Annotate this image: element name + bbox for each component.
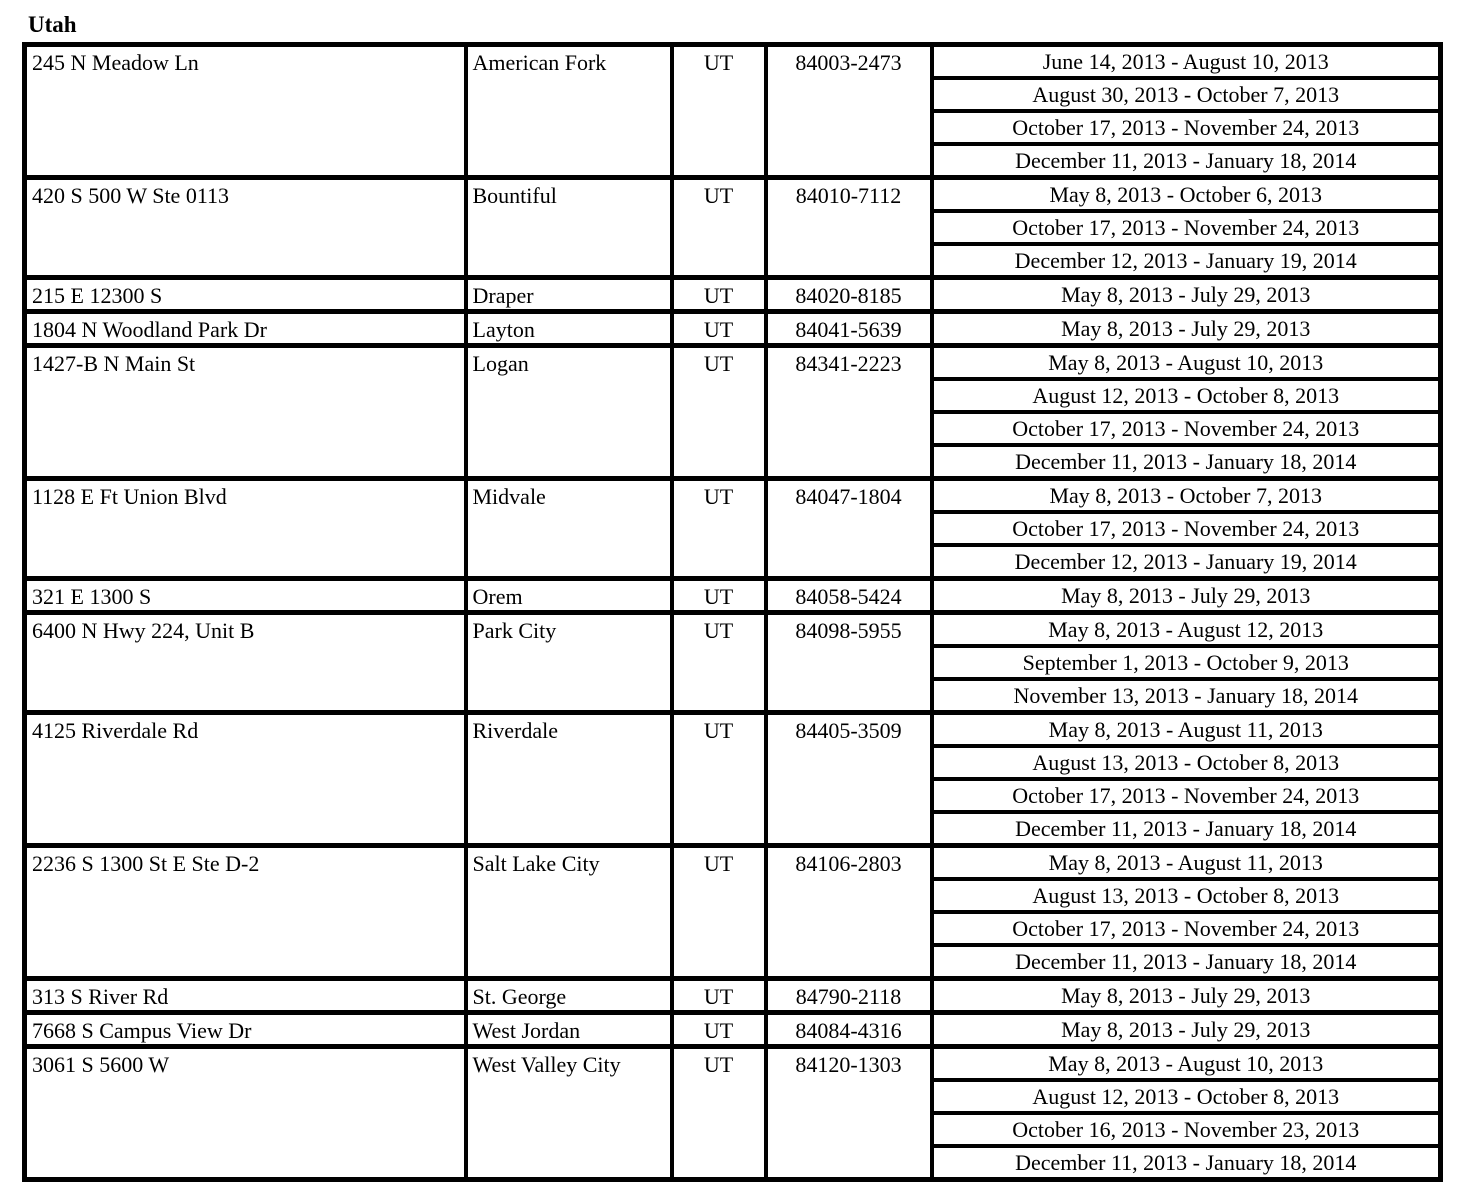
state-cell: UT [672,178,766,278]
address-cell: 2236 S 1300 St E Ste D-2 [25,846,466,979]
address-cell: 6400 N Hwy 224, Unit B [25,613,466,713]
address-cell: 1128 E Ft Union Blvd [25,479,466,579]
city-cell: Orem [466,579,672,613]
table-row [25,346,1441,380]
date-range-cell: December 11, 2013 - January 18, 2014 [932,945,1441,979]
date-range-cell: May 8, 2013 - August 10, 2013 [932,1047,1441,1081]
date-range-cell: October 17, 2013 - November 24, 2013 [932,512,1441,545]
date-range-cell: August 13, 2013 - October 8, 2013 [932,879,1441,912]
date-range-cell: May 8, 2013 - July 29, 2013 [932,579,1441,613]
state-cell: UT [672,479,766,579]
state-cell: UT [672,346,766,479]
state-cell: UT [672,1047,766,1180]
address-cell: 321 E 1300 S [25,579,466,613]
table-row [25,979,1441,1013]
date-range-cell: May 8, 2013 - August 11, 2013 [932,713,1441,747]
state-cell: UT [672,713,766,846]
date-range-cell: August 12, 2013 - October 8, 2013 [932,379,1441,412]
date-range-cell: May 8, 2013 - July 29, 2013 [932,979,1441,1013]
city-cell: Layton [466,312,672,346]
address-cell: 1804 N Woodland Park Dr [25,312,466,346]
zip-cell: 84084-4316 [766,1013,932,1047]
date-range-cell: June 14, 2013 - August 10, 2013 [932,45,1441,79]
date-range-cell: August 13, 2013 - October 8, 2013 [932,746,1441,779]
table-row [25,613,1441,647]
date-range-cell: October 17, 2013 - November 24, 2013 [932,211,1441,244]
date-range-cell: August 30, 2013 - October 7, 2013 [932,78,1441,111]
city-cell: Bountiful [466,178,672,278]
table-row [25,278,1441,312]
city-cell: Draper [466,278,672,312]
address-cell: 245 N Meadow Ln [25,45,466,178]
locations-table [22,42,1443,1182]
city-cell: Park City [466,613,672,713]
date-range-cell: August 12, 2013 - October 8, 2013 [932,1080,1441,1113]
date-range-cell: October 17, 2013 - November 24, 2013 [932,912,1441,945]
date-range-cell: December 11, 2013 - January 18, 2014 [932,144,1441,178]
table-row [25,479,1441,513]
zip-cell: 84003-2473 [766,45,932,178]
zip-cell: 84120-1303 [766,1047,932,1180]
state-cell: UT [672,45,766,178]
address-cell: 4125 Riverdale Rd [25,713,466,846]
city-cell: Salt Lake City [466,846,672,979]
address-cell: 7668 S Campus View Dr [25,1013,466,1047]
date-range-cell: October 17, 2013 - November 24, 2013 [932,412,1441,445]
address-cell: 3061 S 5600 W [25,1047,466,1180]
date-range-cell: May 8, 2013 - July 29, 2013 [932,278,1441,312]
city-cell: Midvale [466,479,672,579]
state-cell: UT [672,312,766,346]
date-range-cell: September 1, 2013 - October 9, 2013 [932,646,1441,679]
zip-cell: 84010-7112 [766,178,932,278]
date-range-cell: May 8, 2013 - August 12, 2013 [932,613,1441,647]
state-cell: UT [672,1013,766,1047]
state-cell: UT [672,579,766,613]
table-row [25,713,1441,747]
zip-cell: 84020-8185 [766,278,932,312]
date-range-cell: May 8, 2013 - July 29, 2013 [932,312,1441,346]
date-range-cell: October 16, 2013 - November 23, 2013 [932,1113,1441,1146]
date-range-cell: May 8, 2013 - October 6, 2013 [932,178,1441,212]
city-cell: Logan [466,346,672,479]
date-range-cell: May 8, 2013 - July 29, 2013 [932,1013,1441,1047]
city-cell: West Jordan [466,1013,672,1047]
city-cell: Riverdale [466,713,672,846]
date-range-cell: December 11, 2013 - January 18, 2014 [932,1146,1441,1180]
date-range-cell: May 8, 2013 - October 7, 2013 [932,479,1441,513]
city-cell: West Valley City [466,1047,672,1180]
date-range-cell: October 17, 2013 - November 24, 2013 [932,779,1441,812]
state-cell: UT [672,846,766,979]
table-row [25,579,1441,613]
state-cell: UT [672,979,766,1013]
table-row [25,1047,1441,1081]
table-row [25,1013,1441,1047]
date-range-cell: December 12, 2013 - January 19, 2014 [932,244,1441,278]
address-cell: 215 E 12300 S [25,278,466,312]
city-cell: American Fork [466,45,672,178]
page-title: Utah [28,12,77,37]
table-row [25,178,1441,212]
date-range-cell: December 11, 2013 - January 18, 2014 [932,812,1441,846]
address-cell: 1427-B N Main St [25,346,466,479]
address-cell: 420 S 500 W Ste 0113 [25,178,466,278]
zip-cell: 84058-5424 [766,579,932,613]
table-row [25,45,1441,79]
table-row [25,312,1441,346]
address-cell: 313 S River Rd [25,979,466,1013]
zip-cell: 84106-2803 [766,846,932,979]
zip-cell: 84405-3509 [766,713,932,846]
zip-cell: 84098-5955 [766,613,932,713]
zip-cell: 84790-2118 [766,979,932,1013]
date-range-cell: May 8, 2013 - August 11, 2013 [932,846,1441,880]
date-range-cell: October 17, 2013 - November 24, 2013 [932,111,1441,144]
state-cell: UT [672,613,766,713]
date-range-cell: December 12, 2013 - January 19, 2014 [932,545,1441,579]
city-cell: St. George [466,979,672,1013]
date-range-cell: May 8, 2013 - August 10, 2013 [932,346,1441,380]
zip-cell: 84341-2223 [766,346,932,479]
zip-cell: 84047-1804 [766,479,932,579]
date-range-cell: December 11, 2013 - January 18, 2014 [932,445,1441,479]
date-range-cell: November 13, 2013 - January 18, 2014 [932,679,1441,713]
zip-cell: 84041-5639 [766,312,932,346]
state-cell: UT [672,278,766,312]
table-row [25,846,1441,880]
